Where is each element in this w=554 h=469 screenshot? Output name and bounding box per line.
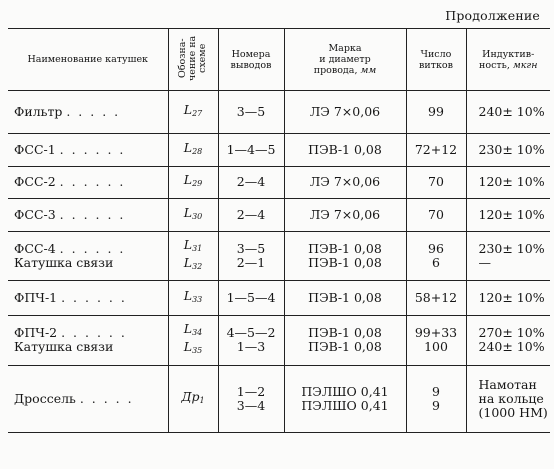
table-row (8, 166, 550, 198)
coil-name: ФПЧ-1 (14, 290, 58, 306)
wire-spec: ПЭВ-1 0,08 (308, 339, 382, 355)
terminals: 1—3 (236, 339, 266, 355)
inductance: на кольце (478, 390, 544, 406)
inductance: 120± 10% (478, 206, 545, 222)
turns-cell (406, 134, 466, 166)
inductance-cell (466, 199, 550, 231)
coil-name-cell (8, 281, 168, 316)
inductance-cell (466, 231, 550, 281)
header-turns: Число витков (406, 29, 466, 91)
turns: 70 (428, 174, 444, 190)
inductance: — (478, 255, 491, 271)
coil-name: ФПЧ-2 (14, 325, 58, 341)
wire-spec: ПЭВ-1 0,08 (308, 290, 382, 306)
leader-dots: . . . . . . (59, 241, 126, 257)
leader-dots: . . . . . . (59, 142, 126, 157)
leader-dots: . . . . . (79, 390, 134, 406)
leader-dots: . . . . . . (59, 206, 126, 222)
wire-spec: ПЭВ-1 0,08 (308, 142, 382, 157)
terminals-cell (218, 231, 284, 281)
turns-cell (406, 231, 466, 281)
inductance-cell (466, 166, 550, 198)
turns: 96 (428, 241, 444, 257)
wire-spec: ПЭВ-1 0,08 (308, 241, 382, 257)
table-row (8, 199, 550, 231)
inductance: 230± 10% (478, 142, 545, 157)
designation: $L_{27}$ (183, 102, 203, 119)
turns-cell (406, 199, 466, 231)
turns: 9 (432, 383, 440, 399)
designation: $L_{28}$ (183, 140, 203, 156)
terminals: 4—5—2 (226, 325, 276, 341)
coil-name-cell (8, 91, 168, 134)
continuation-caption: Продолжение (445, 8, 540, 23)
header-designation: Обозна- чение на схеме (168, 29, 218, 91)
terminals-cell (218, 281, 284, 316)
wire-spec: ПЭЛШО 0,41 (301, 397, 389, 413)
turns: 58+12 (414, 290, 458, 306)
coil-name: Фильтр (14, 104, 63, 120)
coil-name-cell (8, 199, 168, 231)
designation-cell (168, 166, 218, 198)
designation-cell (168, 281, 218, 316)
coil-name: ФСС-2 (14, 174, 56, 190)
turns-cell (406, 166, 466, 198)
table-row (8, 365, 550, 432)
designation: $Др_1$ (181, 388, 205, 405)
terminals: 2—4 (236, 174, 266, 190)
designation: $L_{31}$ (183, 237, 203, 254)
table-row (8, 91, 550, 134)
coil-name: Дроссель (14, 390, 76, 406)
leader-dots: . . . . . . (59, 174, 126, 190)
coil-name: ФСС-1 (14, 142, 56, 157)
wire-spec-cell (284, 199, 406, 231)
leader-dots: . . . . . . (61, 290, 127, 306)
designation-cell (168, 134, 218, 166)
terminals-cell (218, 365, 284, 432)
coil-name: Катушка связи (14, 255, 114, 271)
header-inductance: Индуктив- ность, мкгн (466, 29, 550, 91)
turns-cell (406, 316, 466, 366)
designation: $L_{35}$ (183, 339, 203, 356)
inductance-cell (466, 134, 550, 166)
turns: 70 (428, 206, 444, 222)
wire-spec-cell (284, 134, 406, 166)
turns: 100 (424, 339, 448, 355)
terminals: 1—4—5 (226, 142, 276, 157)
coil-name-cell (8, 365, 168, 432)
terminals-cell (218, 91, 284, 134)
terminals: 3—5 (236, 104, 266, 120)
table-row (8, 316, 550, 366)
wire-spec: ПЭЛШО 0,41 (301, 383, 389, 399)
header-coil-name: Наименование катушек (8, 29, 168, 91)
terminals: 3—4 (236, 397, 266, 413)
terminals-cell (218, 316, 284, 366)
designation: $L_{33}$ (183, 288, 203, 305)
table-body (8, 91, 550, 433)
inductance: 240± 10% (478, 104, 545, 120)
inductance: 120± 10% (478, 290, 545, 306)
inductance: (1000 НМ) (478, 404, 548, 420)
turns-cell (406, 281, 466, 316)
designation: $L_{30}$ (183, 204, 203, 221)
coil-name: ФСС-3 (14, 206, 56, 222)
wire-spec-cell (284, 231, 406, 281)
inductance: 240± 10% (478, 339, 545, 355)
terminals: 3—5 (236, 241, 266, 257)
designation-cell (168, 365, 218, 432)
coil-name-cell (8, 231, 168, 281)
designation: $L_{29}$ (183, 172, 203, 189)
wire-spec-cell (284, 166, 406, 198)
inductance: 230± 10% (478, 241, 545, 257)
terminals: 1—5—4 (226, 290, 276, 306)
coil-name-cell (8, 316, 168, 366)
wire-spec-cell (284, 281, 406, 316)
wire-spec: ЛЭ 7×0,06 (309, 206, 381, 222)
inductance-cell (466, 91, 550, 134)
leader-dots: . . . . . (66, 104, 121, 120)
terminals-cell (218, 199, 284, 231)
designation-cell (168, 316, 218, 366)
inductance-cell (466, 365, 550, 432)
designation-cell (168, 199, 218, 231)
coil-name-cell (8, 166, 168, 198)
leader-dots: . . . . . . (61, 325, 127, 341)
turns: 99+33 (414, 325, 458, 341)
coil-specs-table (8, 28, 550, 433)
header-terminals: Номера выводов (218, 29, 284, 91)
inductance: 120± 10% (478, 174, 545, 190)
designation: $L_{34}$ (183, 321, 203, 338)
wire-spec-cell (284, 91, 406, 134)
turns-cell (406, 91, 466, 134)
wire-spec-cell (284, 365, 406, 432)
wire-spec: ЛЭ 7×0,06 (309, 174, 381, 190)
wire-spec: ПЭВ-1 0,08 (308, 325, 382, 341)
table-row (8, 231, 550, 281)
terminals: 2—1 (236, 255, 266, 271)
designation-cell (168, 91, 218, 134)
terminals: 1—2 (236, 383, 266, 399)
turns: 72+12 (414, 142, 458, 157)
designation-cell (168, 231, 218, 281)
terminals-cell (218, 134, 284, 166)
coil-name: Катушка связи (14, 339, 114, 355)
header-wire: Марка и диаметр провода, мм (284, 29, 406, 91)
wire-spec-cell (284, 316, 406, 366)
turns-cell (406, 365, 466, 432)
table-row (8, 281, 550, 316)
table-row (8, 134, 550, 166)
turns: 99 (428, 104, 444, 120)
turns: 9 (432, 397, 440, 413)
coil-name: ФСС-4 (14, 241, 56, 257)
wire-spec: ПЭВ-1 0,08 (308, 255, 382, 271)
inductance-cell (466, 316, 550, 366)
inductance-cell (466, 281, 550, 316)
coil-name-cell (8, 134, 168, 166)
turns: 6 (432, 255, 440, 271)
inductance: 270± 10% (478, 325, 545, 341)
wire-spec: ЛЭ 7×0,06 (309, 104, 381, 120)
terminals: 2—4 (236, 206, 266, 222)
terminals-cell (218, 166, 284, 198)
table-header-row (8, 29, 550, 91)
designation: $L_{32}$ (183, 255, 203, 272)
inductance: Намотан (478, 376, 537, 392)
